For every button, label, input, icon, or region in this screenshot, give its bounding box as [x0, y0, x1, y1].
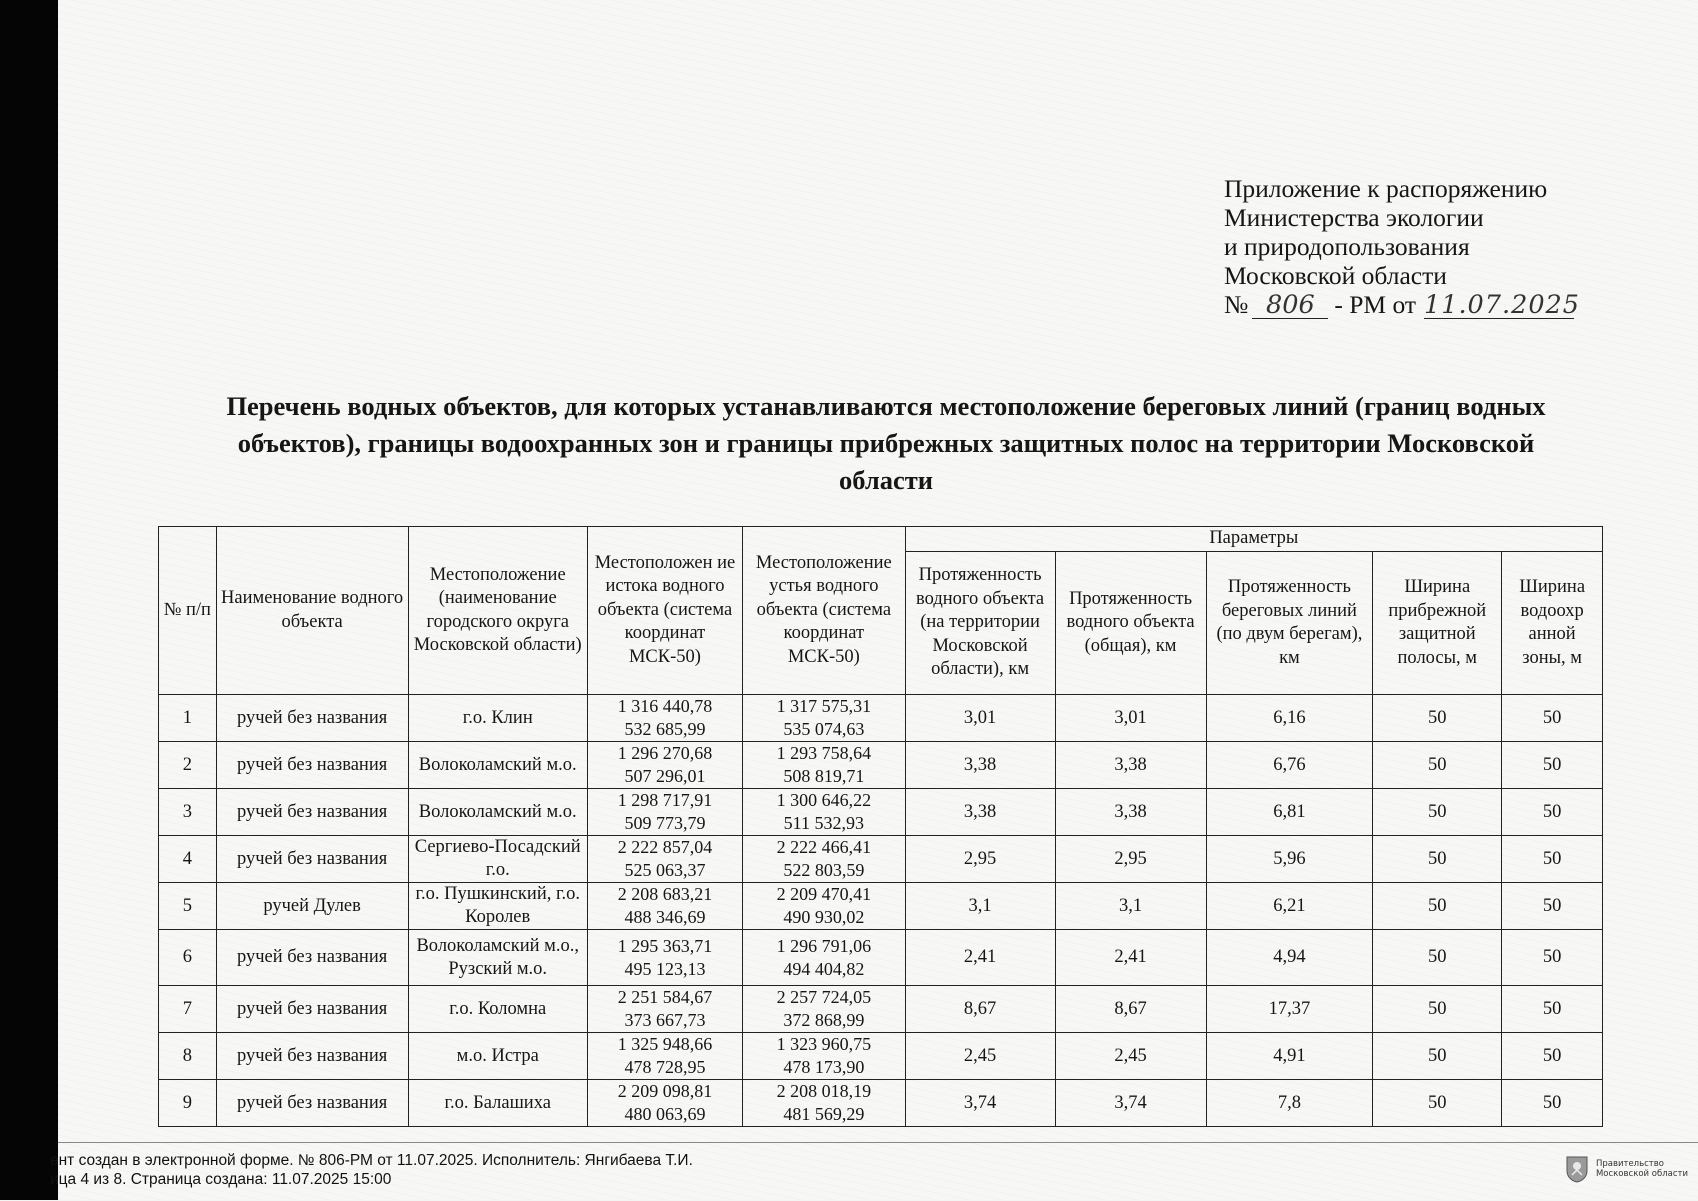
coordinate-y: 480 063,69 — [624, 1104, 706, 1124]
header-mouth: Местоположение устья водного объекта (система координат МСК-50) — [743, 527, 906, 695]
cell-protection-zone-width: 50 — [1502, 1033, 1603, 1080]
cell-location: м.о. Истра — [408, 1033, 587, 1080]
cell-shore-length: 4,94 — [1206, 930, 1373, 986]
cell-length-region: 2,45 — [905, 1033, 1055, 1080]
header-location: Местоположение (наименование городского округа Московской области) — [408, 527, 587, 695]
cell-name: ручей без названия — [216, 930, 408, 986]
table-row — [159, 930, 1603, 986]
appendix-line-2: Министерства экологии — [1224, 203, 1484, 232]
coordinate-y: 490 930,02 — [783, 907, 865, 927]
government-logo — [1564, 1155, 1688, 1183]
coordinate-y: 478 173,90 — [783, 1057, 865, 1077]
coordinate-y: 508 819,71 — [783, 766, 865, 786]
cell-location: г.о. Пушкинский, г.о. Королев — [408, 883, 587, 930]
coordinate-x: 1 317 575,31 — [776, 696, 872, 716]
cell-shore-length: 4,91 — [1206, 1033, 1373, 1080]
cell-source — [587, 1033, 742, 1080]
header-protection-zone-width: Ширина водоохр анной зоны, м — [1502, 552, 1603, 695]
cell-protective-width: 50 — [1373, 789, 1502, 836]
cell-mouth — [743, 742, 906, 789]
cell-location: Волоколамский м.о., Рузский м.о. — [408, 930, 587, 986]
cell-source — [587, 836, 742, 883]
cell-shore-length: 6,76 — [1206, 742, 1373, 789]
coordinate-x: 1 325 948,66 — [617, 1034, 713, 1054]
cell-length-total: 3,38 — [1055, 742, 1206, 789]
logo-line-2: Московской области — [1595, 1169, 1688, 1179]
header-length-total: Протяженность водного объекта (общая), км — [1055, 552, 1206, 695]
coordinate-x: 2 222 857,04 — [617, 837, 713, 857]
table-row — [159, 742, 1603, 789]
appendix-line-1: Приложение к распоряжению — [1224, 174, 1548, 203]
cell-location: г.о. Коломна — [408, 986, 587, 1033]
cell-length-region: 3,01 — [905, 695, 1055, 742]
cell-source — [587, 883, 742, 930]
table-row — [159, 883, 1603, 930]
cell-protective-width: 50 — [1373, 930, 1502, 986]
coordinate-x: 2 208 683,21 — [617, 884, 713, 904]
header-name: Наименование водного объекта — [216, 527, 408, 695]
cell-source — [587, 695, 742, 742]
coordinate-x: 1 298 717,91 — [617, 790, 713, 810]
cell-length-total: 2,41 — [1055, 930, 1206, 986]
cell-protective-width: 50 — [1373, 883, 1502, 930]
coordinate-x: 1 295 363,71 — [617, 935, 713, 956]
cell-name: ручей без названия — [216, 1080, 408, 1127]
coordinate-y: 507 296,01 — [624, 766, 706, 786]
coordinate-y: 478 728,95 — [624, 1057, 706, 1077]
cell-name: ручей без названия — [216, 836, 408, 883]
header-length-region: Протяженность водного объекта (на территории Московской области), км — [905, 552, 1055, 695]
cell-shore-length: 6,21 — [1206, 883, 1373, 930]
cell-protective-width: 50 — [1373, 836, 1502, 883]
cell-length-total: 8,67 — [1055, 986, 1206, 1033]
appendix-header — [1224, 174, 1584, 319]
logo-line-1: Правительство — [1595, 1159, 1664, 1169]
coordinate-x: 1 323 960,75 — [776, 1034, 872, 1054]
cell-length-total: 2,95 — [1055, 836, 1206, 883]
cell-length-region: 3,38 — [905, 742, 1055, 789]
cell-protection-zone-width: 50 — [1502, 789, 1603, 836]
cell-protective-width: 50 — [1373, 1080, 1502, 1127]
cell-no: 2 — [159, 742, 217, 789]
cell-length-region: 3,74 — [905, 1080, 1055, 1127]
coordinate-x: 2 209 098,81 — [617, 1081, 713, 1101]
table-row — [159, 789, 1603, 836]
footer — [50, 1142, 1698, 1201]
cell-protection-zone-width: 50 — [1502, 986, 1603, 1033]
cell-no: 4 — [159, 836, 217, 883]
table-row — [159, 1080, 1603, 1127]
water-objects-table — [158, 526, 1603, 1127]
coordinate-y: 525 063,37 — [624, 860, 706, 880]
appendix-line-3: и природопользования — [1224, 232, 1470, 261]
table-row — [159, 695, 1603, 742]
cell-no: 6 — [159, 930, 217, 986]
cell-shore-length: 6,81 — [1206, 789, 1373, 836]
cell-source — [587, 930, 742, 986]
coordinate-x: 2 222 466,41 — [776, 837, 872, 857]
cell-protective-width: 50 — [1373, 1033, 1502, 1080]
cell-shore-length: 6,16 — [1206, 695, 1373, 742]
cell-length-region: 2,95 — [905, 836, 1055, 883]
cell-shore-length: 7,8 — [1206, 1080, 1373, 1127]
cell-mouth — [743, 789, 906, 836]
header-params: Параметры — [905, 527, 1602, 552]
cell-source — [587, 1080, 742, 1127]
cell-source — [587, 986, 742, 1033]
cell-length-total: 3,38 — [1055, 789, 1206, 836]
cell-mouth — [743, 1033, 906, 1080]
coat-of-arms-icon — [1564, 1155, 1590, 1183]
coordinate-y: 522 803,59 — [783, 860, 865, 880]
cell-mouth — [743, 986, 906, 1033]
coordinate-x: 2 251 584,67 — [617, 987, 713, 1007]
cell-protection-zone-width: 50 — [1502, 930, 1603, 986]
coordinate-y: 535 074,63 — [783, 719, 865, 739]
cell-protective-width: 50 — [1373, 695, 1502, 742]
coordinate-x: 1 316 440,78 — [617, 696, 713, 716]
coordinate-y: 372 868,99 — [783, 1010, 865, 1030]
cell-location: г.о. Балашиха — [408, 1080, 587, 1127]
coordinate-y: 481 569,29 — [783, 1104, 865, 1124]
cell-no: 5 — [159, 883, 217, 930]
cell-length-total: 3,1 — [1055, 883, 1206, 930]
cell-mouth — [743, 930, 906, 986]
cell-length-region: 2,41 — [905, 930, 1055, 986]
cell-no: 9 — [159, 1080, 217, 1127]
table-row — [159, 1033, 1603, 1080]
cell-length-region: 8,67 — [905, 986, 1055, 1033]
cell-location: Сергиево-Посадский г.о. — [408, 836, 587, 883]
coordinate-y: 494 404,82 — [783, 958, 865, 979]
header-protective-width: Ширина прибрежной защитной полосы, м — [1373, 552, 1502, 695]
coordinate-x: 2 257 724,05 — [776, 987, 872, 1007]
cell-protection-zone-width: 50 — [1502, 1080, 1603, 1127]
footer-line-2: ица 4 из 8. Страница создана: 11.07.2025 15:00 — [50, 1171, 392, 1188]
cell-mouth — [743, 695, 906, 742]
handwritten-order-number: 806 — [1252, 292, 1328, 319]
cell-protection-zone-width: 50 — [1502, 742, 1603, 789]
table-row — [159, 836, 1603, 883]
cell-location: Волоколамский м.о. — [408, 742, 587, 789]
cell-name: ручей без названия — [216, 1033, 408, 1080]
cell-protection-zone-width: 50 — [1502, 836, 1603, 883]
header-source: Местоположен ие истока водного объекта (система координат МСК-50) — [587, 527, 742, 695]
cell-protective-width: 50 — [1373, 986, 1502, 1033]
coordinate-y: 532 685,99 — [624, 719, 706, 739]
cell-name: ручей без названия — [216, 742, 408, 789]
coordinate-x: 1 296 270,68 — [617, 743, 713, 763]
cell-protection-zone-width: 50 — [1502, 883, 1603, 930]
coordinate-y: 488 346,69 — [624, 907, 706, 927]
coordinate-x: 1 296 791,06 — [776, 935, 872, 956]
coordinate-y: 509 773,79 — [624, 813, 706, 833]
cell-shore-length: 17,37 — [1206, 986, 1373, 1033]
cell-protective-width: 50 — [1373, 742, 1502, 789]
cell-no: 3 — [159, 789, 217, 836]
document-title: Перечень водных объектов, для которых устанавливаются местоположение береговых линий (границ водных объектов), границы водоохранных зон и границы прибрежных защитных полос на территории Московской области — [226, 391, 1546, 495]
cell-shore-length: 5,96 — [1206, 836, 1373, 883]
cell-length-total: 3,01 — [1055, 695, 1206, 742]
scanner-black-edge — [0, 0, 58, 1200]
cell-mouth — [743, 1080, 906, 1127]
cell-no: 1 — [159, 695, 217, 742]
number-sign: № — [1224, 290, 1249, 319]
cell-mouth — [743, 883, 906, 930]
handwritten-order-date: 11.07.2025 — [1424, 290, 1581, 320]
coordinate-x: 1 293 758,64 — [776, 743, 872, 763]
cell-location: Волоколамский м.о. — [408, 789, 587, 836]
coordinate-y: 373 667,73 — [624, 1010, 706, 1030]
order-number-line — [1224, 290, 1584, 319]
header-shore-length: Протяженность береговых линий (по двум берегам), км — [1206, 552, 1373, 695]
cell-source — [587, 742, 742, 789]
cell-length-region: 3,38 — [905, 789, 1055, 836]
cell-length-region: 3,1 — [905, 883, 1055, 930]
table-body — [159, 695, 1603, 1127]
table-row — [159, 986, 1603, 1033]
cell-mouth — [743, 836, 906, 883]
cell-length-total: 3,74 — [1055, 1080, 1206, 1127]
coordinate-x: 2 208 018,19 — [776, 1081, 872, 1101]
government-logo-text — [1596, 1159, 1688, 1179]
coordinate-y: 495 123,13 — [624, 958, 706, 979]
footer-line-1: ент создан в электронной форме. № 806-РМ от 11.07.2025. Исполнитель: Янгибаева Т.И. — [50, 1152, 693, 1169]
cell-name: ручей без названия — [216, 986, 408, 1033]
cell-name: ручей без названия — [216, 789, 408, 836]
cell-length-total: 2,45 — [1055, 1033, 1206, 1080]
coordinate-y: 511 532,93 — [783, 813, 864, 833]
cell-protection-zone-width: 50 — [1502, 695, 1603, 742]
cell-source — [587, 789, 742, 836]
cell-no: 7 — [159, 986, 217, 1033]
rm-label: - РМ от — [1334, 290, 1416, 319]
coordinate-x: 1 300 646,22 — [776, 790, 872, 810]
coordinate-x: 2 209 470,41 — [776, 884, 872, 904]
cell-name: ручей без названия — [216, 695, 408, 742]
appendix-line-4: Московской области — [1224, 261, 1447, 290]
footer-text — [50, 1151, 693, 1189]
cell-location: г.о. Клин — [408, 695, 587, 742]
cell-no: 8 — [159, 1033, 217, 1080]
header-no: № п/п — [159, 527, 217, 695]
cell-name: ручей Дулев — [216, 883, 408, 930]
